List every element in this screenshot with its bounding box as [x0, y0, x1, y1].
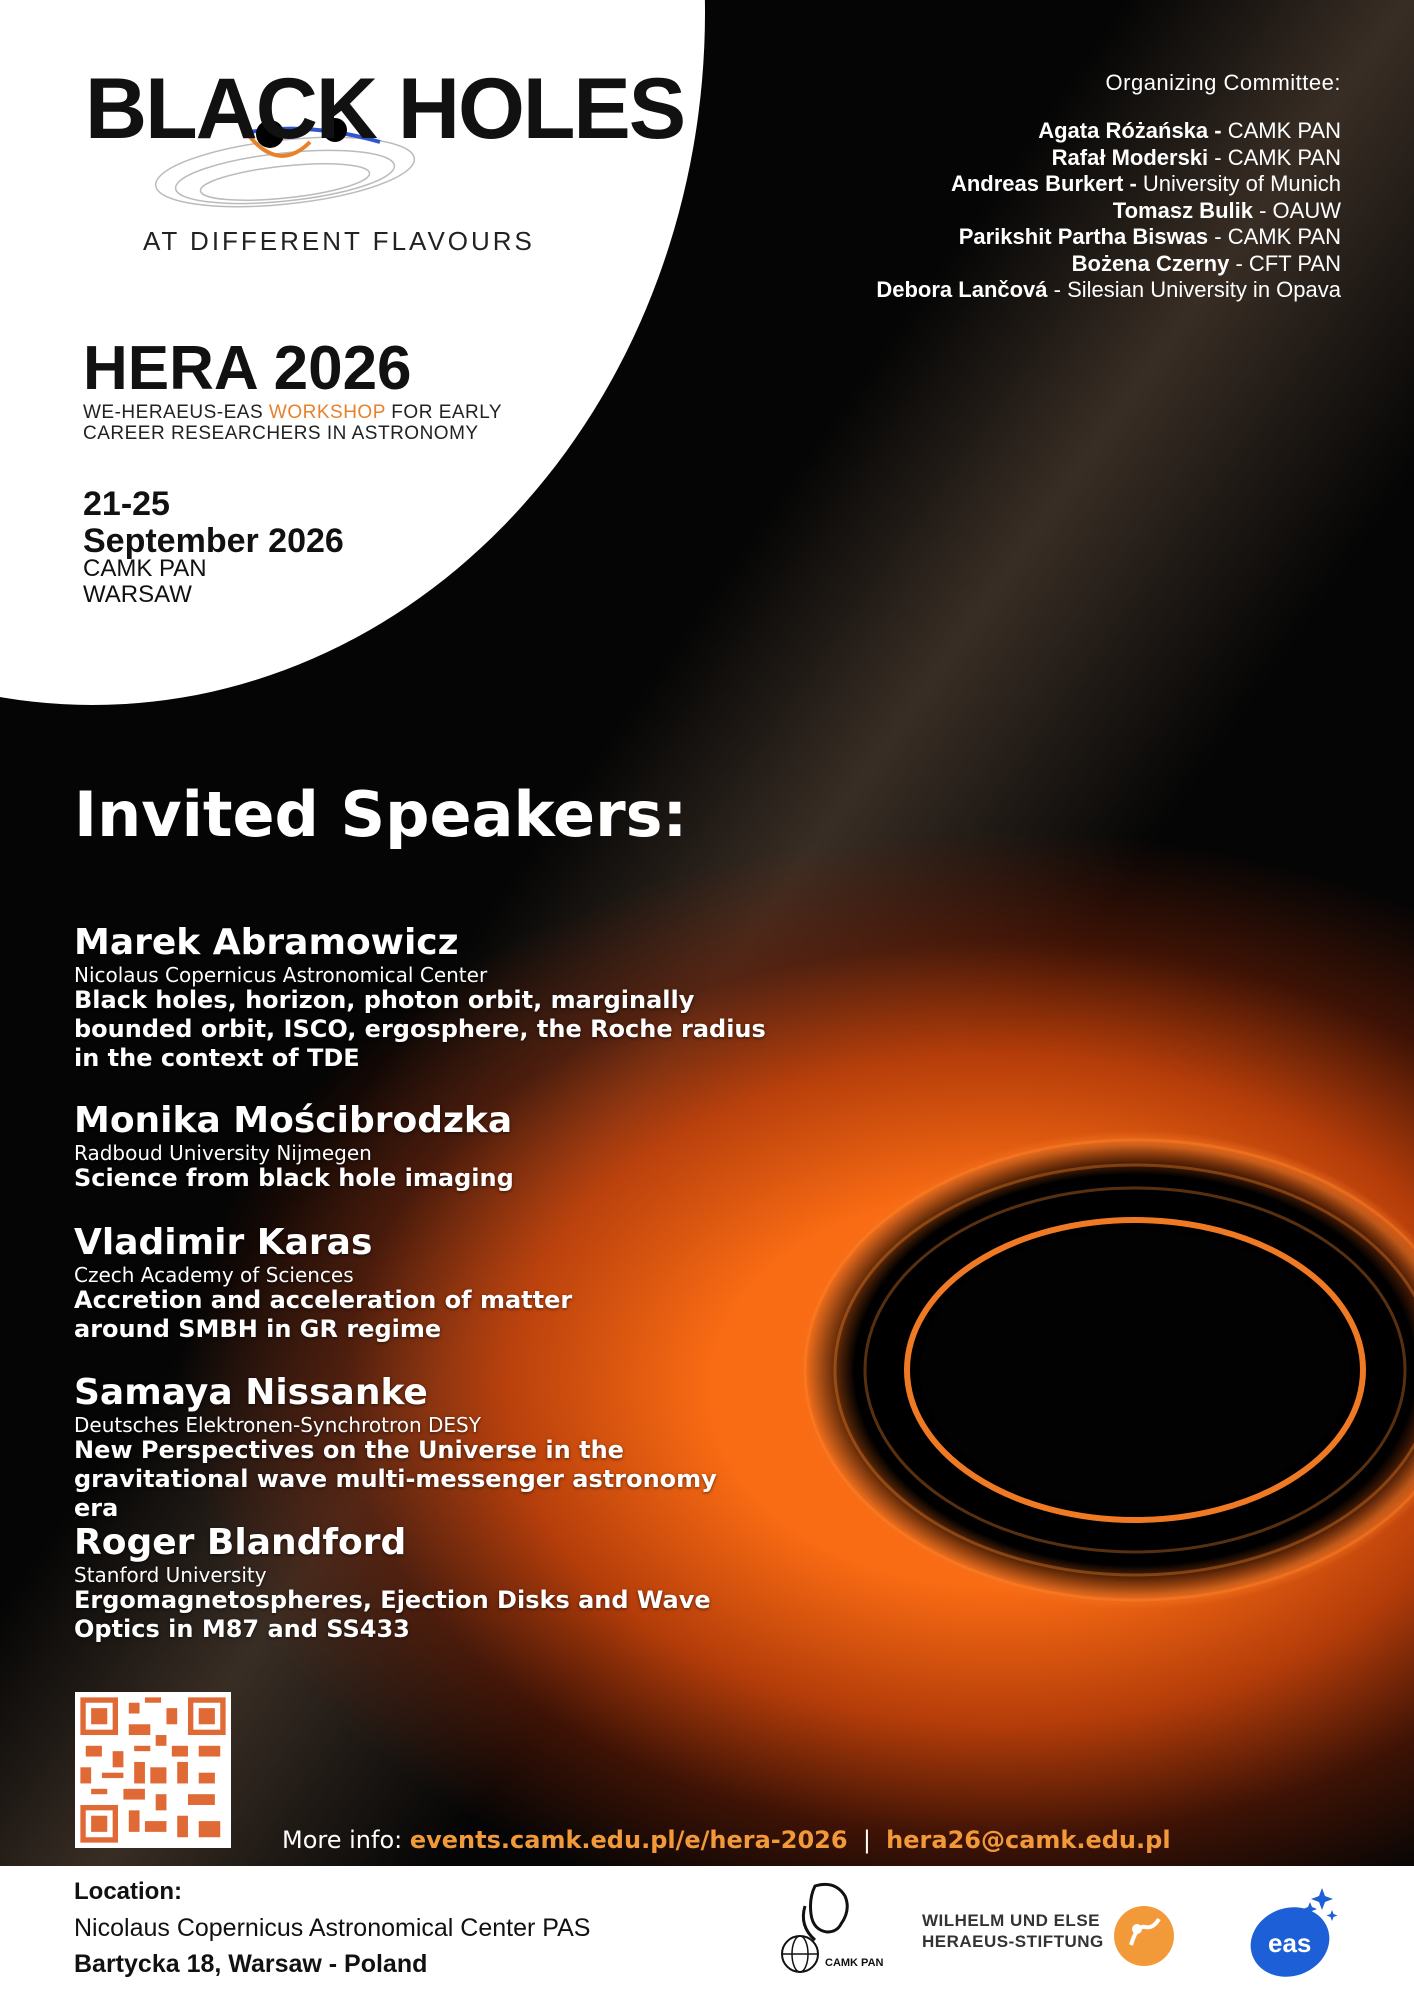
camk-logo — [775, 1876, 884, 1988]
heraeus-foundation-name — [922, 1910, 1104, 1952]
desc-pre: WE-HERAEUS-EAS — [83, 402, 269, 423]
email-link[interactable]: hera26@camk.edu.pl — [886, 1826, 1171, 1854]
organizing-committee — [876, 70, 1341, 304]
member-sep: - — [1047, 277, 1068, 302]
speaker-name: Samaya Nissanke — [74, 1372, 428, 1413]
event-url-link[interactable]: events.camk.edu.pl/e/hera-2026 — [409, 1826, 848, 1854]
member-sep: - — [1229, 250, 1249, 276]
speaker-talk: Science from black hole imaging — [74, 1164, 514, 1192]
event-description-line1 — [83, 402, 502, 424]
speaker-entry — [74, 1100, 774, 1193]
member-sep: - — [1123, 171, 1143, 196]
more-info-line — [282, 1826, 1171, 1854]
venue-line1: CAMK PAN — [83, 555, 207, 582]
invited-speakers-heading: Invited Speakers: — [74, 778, 688, 851]
speaker-entry — [74, 1222, 674, 1344]
location-title: Location: — [74, 1878, 182, 1905]
member-sep: - — [1208, 118, 1228, 143]
member-sep: - — [1252, 197, 1273, 223]
dates-line1: 21-25 — [83, 485, 170, 523]
speaker-entry — [74, 922, 774, 1073]
eas-logo — [1240, 1880, 1350, 1985]
committee-member — [876, 224, 1341, 251]
location-address: Bartycka 18, Warsaw - Poland — [74, 1950, 428, 1978]
committee-member — [876, 118, 1341, 145]
member-affiliation: Silesian University in Opava — [1067, 277, 1341, 302]
member-name: Agata Różańska — [1038, 118, 1209, 143]
speaker-name: Vladimir Karas — [74, 1222, 373, 1263]
camk-logo-text: CAMK PAN — [825, 1957, 884, 1969]
speaker-name: Roger Blandford — [74, 1522, 407, 1563]
committee-member — [876, 198, 1341, 225]
dates-line2: September 2026 — [83, 522, 344, 560]
committee-member — [876, 145, 1341, 172]
member-name: Andreas Burkert — [950, 171, 1124, 196]
heraeus-line1: WILHELM UND ELSE — [922, 1911, 1100, 1930]
event-title: HERA 2026 — [83, 334, 412, 403]
member-affiliation: CAMK PAN — [1227, 224, 1341, 249]
info-divider: | — [847, 1826, 887, 1854]
committee-member — [876, 277, 1341, 304]
committee-member — [876, 171, 1341, 198]
committee-member — [876, 251, 1341, 278]
location-name: Nicolaus Copernicus Astronomical Center PAS — [74, 1914, 591, 1942]
speaker-name: Marek Abramowicz — [74, 922, 459, 963]
black-hole-illustration — [780, 1120, 1380, 1620]
member-name: Tomasz Bulik — [1112, 197, 1253, 223]
event-description-line2: CAREER RESEARCHERS IN ASTRONOMY — [83, 423, 479, 444]
member-affiliation: CAMK PAN — [1227, 118, 1341, 143]
speaker-name: Monika Mościbrodzka — [74, 1100, 513, 1141]
member-name: Debora Lančová — [876, 277, 1048, 302]
heraeus-line2: HERAEUS-STIFTUNG — [922, 1932, 1104, 1951]
member-sep: - — [1208, 144, 1228, 170]
member-name: Rafał Moderski — [1051, 144, 1209, 170]
member-name: Parikshit Partha Biswas — [958, 224, 1209, 249]
member-affiliation: University of Munich — [1142, 171, 1341, 196]
speaker-entry — [74, 1522, 714, 1644]
desc-post: FOR EARLY — [385, 402, 503, 423]
speaker-talk: Accretion and acceleration of matter around SMBH in GR regime — [74, 1286, 573, 1343]
heraeus-logo-icon — [1113, 1905, 1175, 1967]
member-affiliation: CAMK PAN — [1227, 144, 1341, 170]
member-affiliation: CFT PAN — [1248, 250, 1341, 276]
speaker-entry — [74, 1372, 764, 1523]
member-name: Bożena Czerny — [1071, 250, 1230, 276]
speaker-affiliation: Radboud University Nijmegen — [74, 1141, 372, 1165]
speaker-affiliation: Stanford University — [74, 1563, 267, 1587]
speaker-talk: Ergomagnetospheres, Ejection Disks and Wave Optics in M87 and SS433 — [74, 1586, 711, 1643]
eas-logo-text: eas — [1268, 1928, 1312, 1958]
member-affiliation: OAUW — [1272, 197, 1341, 223]
speaker-talk: New Perspectives on the Universe in the gravitational wave multi-messenger astronomy era — [74, 1436, 717, 1522]
member-sep: - — [1208, 224, 1228, 249]
speaker-affiliation: Nicolaus Copernicus Astronomical Center — [74, 963, 488, 987]
event-dates — [83, 486, 344, 560]
speaker-affiliation: Deutsches Elektronen-Synchrotron DESY — [74, 1413, 481, 1437]
more-info-label: More info: — [282, 1826, 410, 1854]
venue-line2: WARSAW — [83, 581, 192, 608]
speaker-affiliation: Czech Academy of Sciences — [74, 1263, 354, 1287]
speaker-talk: Black holes, horizon, photon orbit, marginally bounded orbit, ISCO, ergosphere, the Roche radius in the context of TDE — [74, 986, 766, 1072]
logo-subtitle: AT DIFFERENT FLAVOURS — [143, 226, 535, 256]
desc-accent: WORKSHOP — [268, 402, 386, 423]
event-venue — [83, 556, 207, 608]
logo-title: BLACK HOLES — [85, 61, 685, 157]
qr-code[interactable] — [75, 1692, 231, 1848]
committee-title: Organizing Committee: — [1105, 70, 1341, 95]
